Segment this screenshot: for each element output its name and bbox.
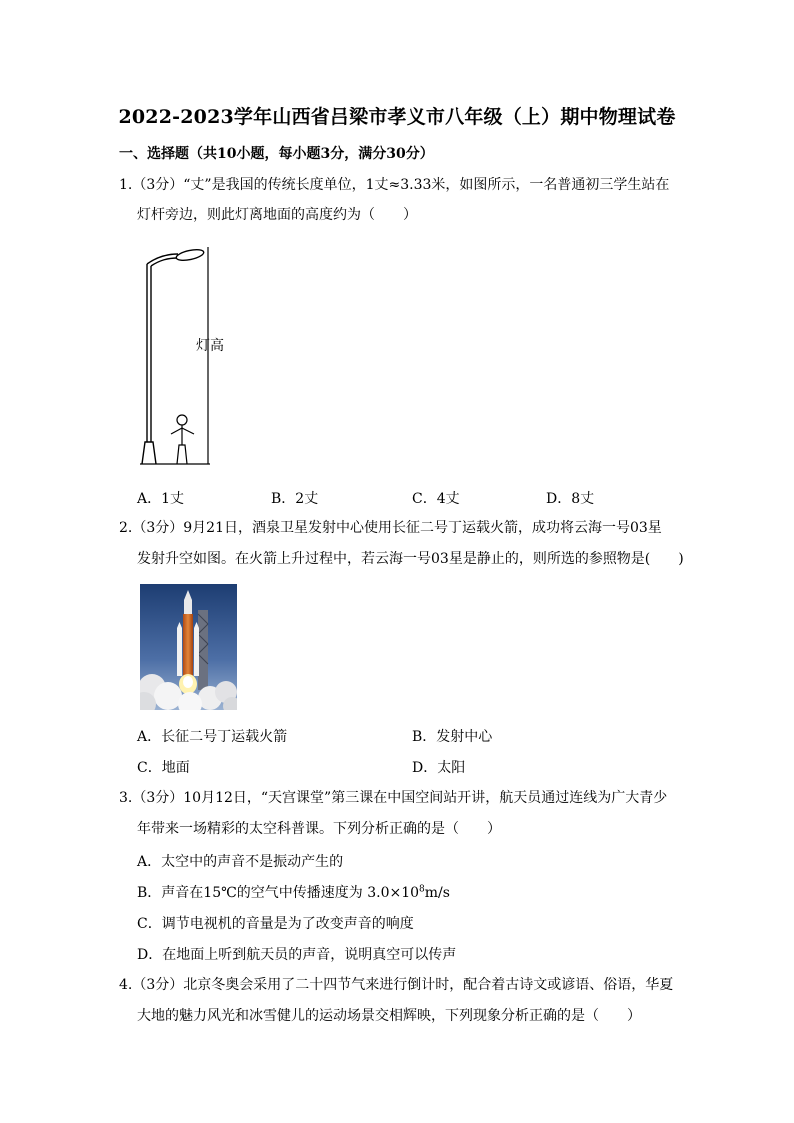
option-d[interactable]: D．在地面上听到航天员的声音，说明真空可以传声 — [137, 947, 457, 963]
question-3-text-line-1: 3.（3分）10月12日，“天宫课堂”第三课在中国空间站开讲，航天员通过连线为广大青少 — [119, 790, 668, 806]
lamp-post-figure — [138, 242, 230, 472]
section-heading: 一、选择题（共10小题，每小题3分，满分30分） — [119, 146, 434, 162]
rocket-launch-photo — [140, 584, 237, 710]
question-4-text-line-2: 大地的魅力风光和冰雪健儿的运动场景交相辉映，下列现象分析正确的是（ ） — [137, 1008, 641, 1024]
question-2-text-line-2: 发射升空如图。在火箭上升过程中，若云海一号03星是静止的，则所选的参照物是( ) — [137, 551, 684, 567]
question-2-text-line-1: 2.（3分）9月21日，酒泉卫星发射中心使用长征二号丁运载火箭，成功将云海一号03星 — [119, 520, 662, 536]
option-d[interactable]: D．8丈 — [546, 491, 595, 507]
option-b[interactable]: B．2丈 — [271, 491, 319, 507]
question-1-text-line-2: 灯杆旁边，则此灯离地面的高度约为（ ） — [137, 207, 417, 223]
option-b-text: B．声音在15℃的空气中传播速度为 3.0×10 — [137, 885, 420, 901]
option-b[interactable] — [137, 882, 450, 902]
question-3-text-line-2: 年带来一场精彩的太空科普课。下列分析正确的是（ ） — [137, 821, 501, 837]
option-b-unit: m/s — [424, 885, 450, 901]
option-b[interactable]: B．发射中心 — [412, 729, 493, 745]
option-b-exponent: 8 — [419, 884, 425, 895]
page-title: 2022-2023学年山西省吕梁市孝义市八年级（上）期中物理试卷 — [118, 106, 676, 128]
question-4-text-line-1: 4.（3分）北京冬奥会采用了二十四节气来进行倒计时，配合着古诗文或谚语、俗语，华夏 — [119, 977, 674, 993]
option-a[interactable]: A．长征二号丁运载火箭 — [137, 729, 288, 745]
option-a[interactable]: A．太空中的声音不是振动产生的 — [137, 854, 344, 870]
option-c[interactable]: C．调节电视机的音量是为了改变声音的响度 — [137, 916, 414, 932]
option-d[interactable]: D．太阳 — [412, 760, 466, 776]
option-c[interactable]: C．4丈 — [412, 491, 460, 507]
lamp-height-label: 灯高 — [196, 338, 224, 354]
option-a[interactable]: A．1丈 — [137, 491, 185, 507]
question-1-text-line-1: 1.（3分）“丈”是我国的传统长度单位，1丈≈3.33米，如图所示，一名普通初三学生站在 — [119, 177, 670, 193]
option-c[interactable]: C．地面 — [137, 760, 190, 776]
